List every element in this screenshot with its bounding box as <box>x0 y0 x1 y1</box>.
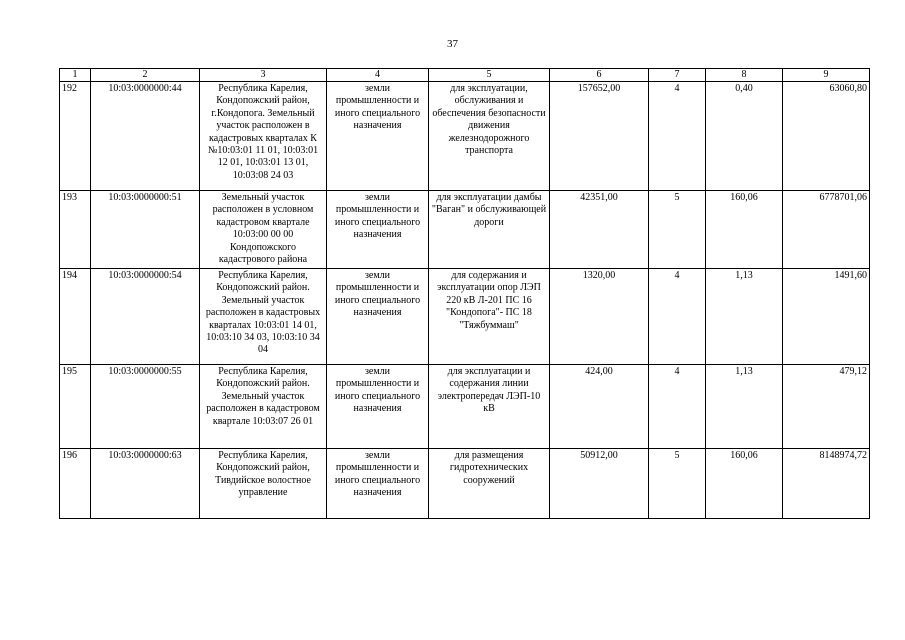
header-cell-2: 2 <box>91 69 200 82</box>
cadastral-number: 10:03:0000000:63 <box>91 449 200 519</box>
cadastral-number: 10:03:0000000:51 <box>91 191 200 269</box>
header-cell-9: 9 <box>783 69 870 82</box>
permitted-use: для эксплуатации дамбы "Ваган" и обслуживающей дороги <box>429 191 550 269</box>
header-cell-6: 6 <box>550 69 649 82</box>
rate: 1,13 <box>706 269 783 365</box>
total-value: 1491,60 <box>783 269 870 365</box>
total-value: 8148974,72 <box>783 449 870 519</box>
group: 4 <box>649 365 706 449</box>
group: 5 <box>649 191 706 269</box>
cadastral-number: 10:03:0000000:55 <box>91 365 200 449</box>
rate: 0,40 <box>706 82 783 191</box>
permitted-use: для содержания и эксплуатации опор ЛЭП 220 кВ Л-201 ПС 16 "Кондопога"- ПС 18 "Тяжбуммаш" <box>429 269 550 365</box>
header-cell-8: 8 <box>706 69 783 82</box>
group: 4 <box>649 82 706 191</box>
cadastral-number: 10:03:0000000:44 <box>91 82 200 191</box>
location: Республика Карелия, Кондопожский район, г.Кондопога. Земельный участок расположен в кадастровых кварталах К №10:03:01 11 01, 10:03:01 12 01, 10:03:01 13 01, 10:03:08 24 03 <box>200 82 327 191</box>
location: Республика Карелия, Кондопожский район, Тивдийское волостное управление <box>200 449 327 519</box>
table-row <box>60 269 870 365</box>
area: 424,00 <box>550 365 649 449</box>
area: 50912,00 <box>550 449 649 519</box>
row-number: 196 <box>60 449 91 519</box>
location: Земельный участок расположен в условном кадастровом квартале 10:03:00 00 00 Кондопожского кадастрового района <box>200 191 327 269</box>
land-category: земли промышленности и иного специального назначения <box>327 191 429 269</box>
permitted-use: для эксплуатации, обслуживания и обеспечения безопасности движения железнодорожного транспорта <box>429 82 550 191</box>
land-registry-table <box>59 68 870 519</box>
area: 1320,00 <box>550 269 649 365</box>
group: 5 <box>649 449 706 519</box>
header-cell-5: 5 <box>429 69 550 82</box>
area: 42351,00 <box>550 191 649 269</box>
table-row <box>60 82 870 191</box>
row-number: 192 <box>60 82 91 191</box>
table-row <box>60 191 870 269</box>
land-category: земли промышленности и иного специального назначения <box>327 365 429 449</box>
permitted-use: для размещения гидротехнических сооружений <box>429 449 550 519</box>
total-value: 63060,80 <box>783 82 870 191</box>
area: 157652,00 <box>550 82 649 191</box>
total-value: 6778701,06 <box>783 191 870 269</box>
header-row <box>60 69 870 82</box>
table-row <box>60 449 870 519</box>
land-category: земли промышленности и иного специального назначения <box>327 449 429 519</box>
land-category: земли промышленности и иного специального назначения <box>327 269 429 365</box>
rate: 160,06 <box>706 191 783 269</box>
total-value: 479,12 <box>783 365 870 449</box>
page-number: 37 <box>447 38 458 50</box>
land-category: земли промышленности и иного специального назначения <box>327 82 429 191</box>
permitted-use: для эксплуатации и содержания линии электропередач ЛЭП-10 кВ <box>429 365 550 449</box>
rate: 160,06 <box>706 449 783 519</box>
location: Республика Карелия, Кондопожский район. Земельный участок расположен в кадастровом квартале 10:03:07 26 01 <box>200 365 327 449</box>
row-number: 195 <box>60 365 91 449</box>
header-cell-7: 7 <box>649 69 706 82</box>
location: Республика Карелия, Кондопожский район. Земельный участок расположен в кадастровых кварталах 10:03:01 14 01, 10:03:10 34 03, 10:03:10 34 04 <box>200 269 327 365</box>
table-row <box>60 365 870 449</box>
header-cell-4: 4 <box>327 69 429 82</box>
row-number: 194 <box>60 269 91 365</box>
header-cell-1: 1 <box>60 69 91 82</box>
cadastral-number: 10:03:0000000:54 <box>91 269 200 365</box>
group: 4 <box>649 269 706 365</box>
rate: 1,13 <box>706 365 783 449</box>
header-cell-3: 3 <box>200 69 327 82</box>
row-number: 193 <box>60 191 91 269</box>
